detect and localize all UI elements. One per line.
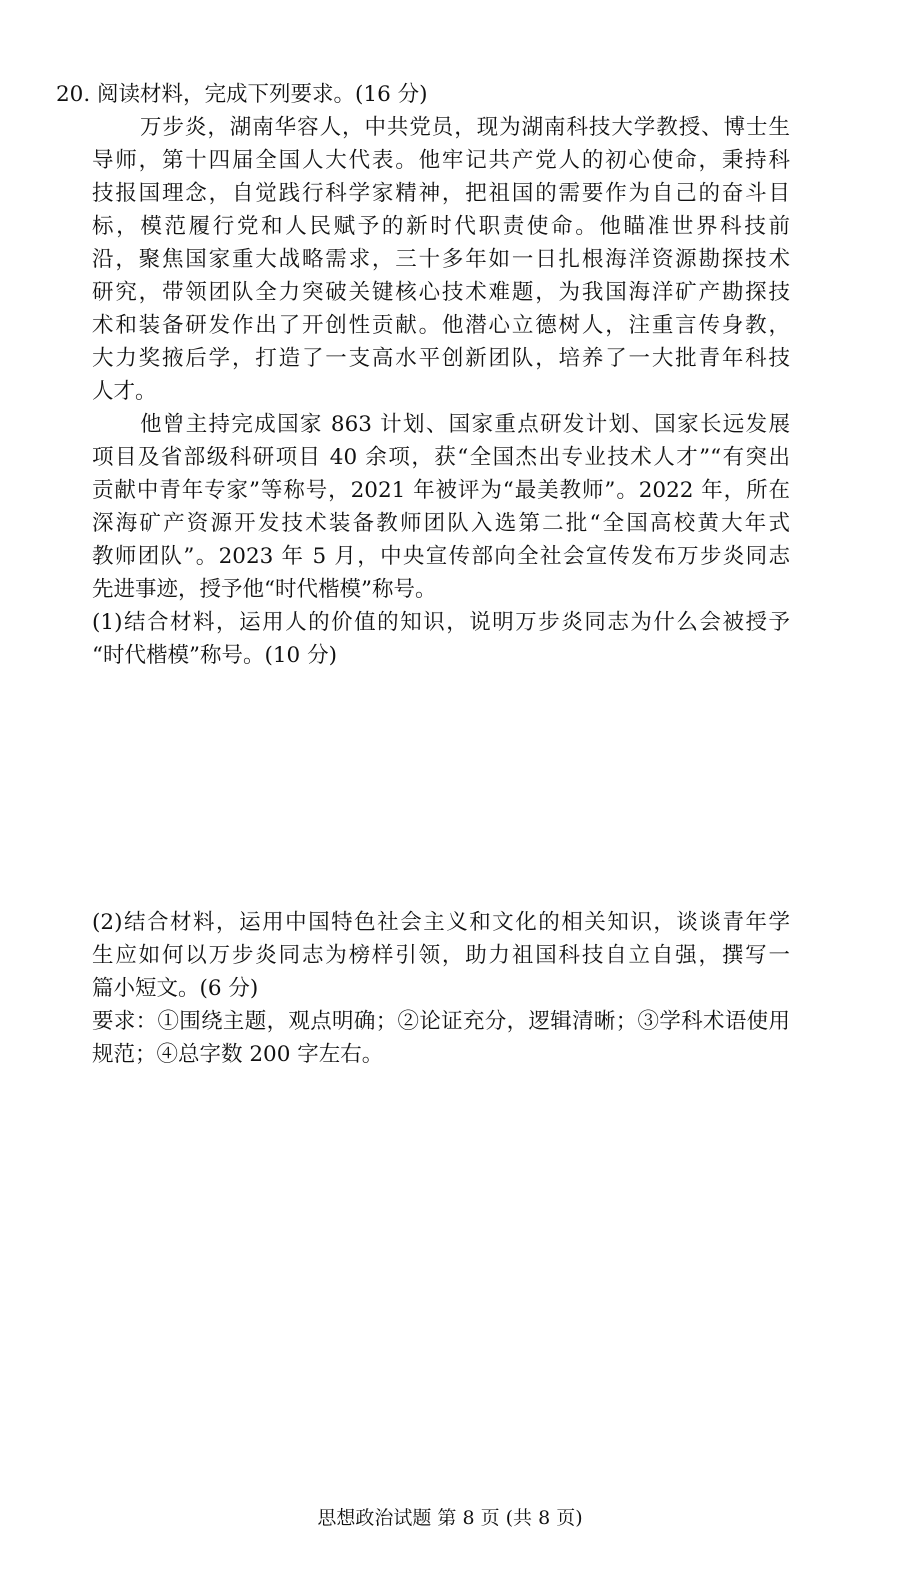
material-para2-line: 项目及省部级科研项目 40 余项，获“全国杰出专业技术人才”“有突出 [92, 445, 790, 470]
part2-prompt-line: 篇小短文。(6 分) [92, 976, 259, 1001]
part1-prompt-line: (1)结合材料，运用人的价值的知识，说明万步炎同志为什么会被授予 [92, 610, 790, 635]
part1-prompt-line: “时代楷模”称号。(10 分) [92, 643, 337, 668]
material-para1-line: 术和装备研发作出了开创性贡献。他潜心立德树人，注重言传身教， [92, 313, 790, 338]
question-heading: 20. 阅读材料，完成下列要求。(16 分) [56, 82, 428, 107]
material-para1-line: 沿，聚焦国家重大战略需求，三十多年如一日扎根海洋资源勘探技术 [92, 247, 790, 272]
part2-requirement-line: 要求：①围绕主题，观点明确；②论证充分，逻辑清晰；③学科术语使用 [92, 1009, 790, 1034]
material-para2-line: 贡献中青年专家”等称号，2021 年被评为“最美教师”。2022 年，所在 [92, 478, 790, 503]
part2-prompt-line: (2)结合材料，运用中国特色社会主义和文化的相关知识，谈谈青年学 [92, 910, 790, 935]
part2-prompt-line: 生应如何以万步炎同志为榜样引领，助力祖国科技自立自强，撰写一 [92, 943, 790, 968]
material-para1-line: 导师，第十四届全国人大代表。他牢记共产党人的初心使命，秉持科 [92, 148, 790, 173]
material-para1-line: 万步炎，湖南华容人，中共党员，现为湖南科技大学教授、博士生 [140, 115, 790, 140]
material-para1-line: 人才。 [92, 379, 157, 404]
material-para2-line: 先进事迹，授予他“时代楷模”称号。 [92, 577, 437, 602]
material-para1-line: 大力奖掖后学，打造了一支高水平创新团队，培养了一大批青年科技 [92, 346, 790, 371]
part2-requirement-line: 规范；④总字数 200 字左右。 [92, 1042, 384, 1067]
page-footer: 思想政治试题 第 8 页 (共 8 页) [317, 1507, 583, 1529]
material-para2-line: 深海矿产资源开发技术装备教师团队入选第二批“全国高校黄大年式 [92, 511, 790, 536]
material-para1-line: 技报国理念，自觉践行科学家精神，把祖国的需要作为自己的奋斗目 [92, 181, 790, 206]
material-para2-line: 他曾主持完成国家 863 计划、国家重点研发计划、国家长远发展 [140, 412, 790, 437]
material-para2-line: 教师团队”。2023 年 5 月，中央宣传部向全社会宣传发布万步炎同志 [92, 544, 790, 569]
material-para1-line: 研究，带领团队全力突破关键核心技术难题，为我国海洋矿产勘探技 [92, 280, 790, 305]
material-para1-line: 标，模范履行党和人民赋予的新时代职责使命。他瞄准世界科技前 [92, 214, 790, 239]
